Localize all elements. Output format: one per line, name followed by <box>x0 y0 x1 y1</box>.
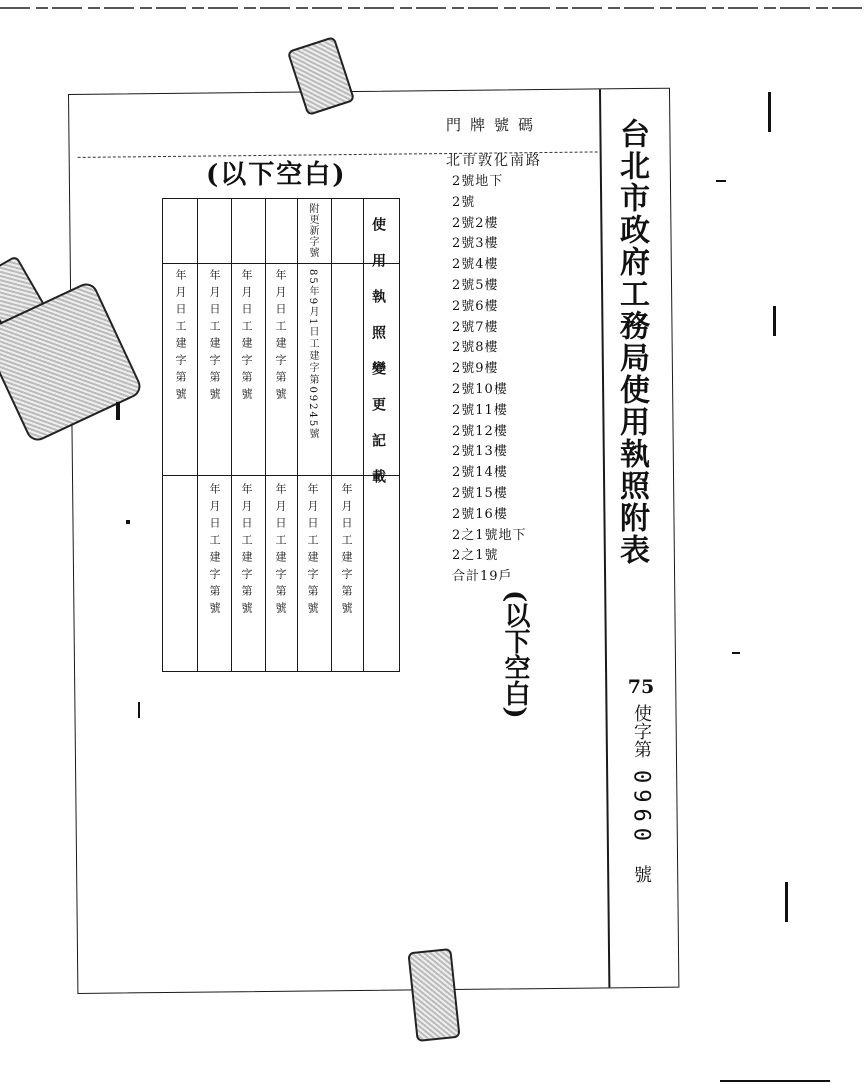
list-item: 2號4樓 <box>452 257 499 273</box>
form-title: 台北市政府工務局使用執照附表 <box>614 118 649 566</box>
table-cell: 年月日工建字第號 <box>340 483 353 619</box>
edge-mark <box>732 652 740 654</box>
change-record-table <box>162 198 400 672</box>
list-item: 2號5樓 <box>452 277 499 293</box>
edge-mark <box>773 306 776 336</box>
edge-mark <box>785 882 788 922</box>
edge-mark <box>138 702 140 718</box>
list-item: 2號11樓 <box>452 402 508 418</box>
list-item: 2號10樓 <box>452 381 508 397</box>
table-cell: 附更新字號 <box>307 203 318 258</box>
address-street: 北市敦化南路 <box>446 153 542 169</box>
table-cell: 85年9月1日工建字第09245號 <box>307 269 318 441</box>
list-item: 2號12樓 <box>452 423 508 439</box>
address-list <box>452 172 527 588</box>
table-cell: 年月日工建字第號 <box>174 269 187 405</box>
seal-stamp-bottom <box>407 948 460 1042</box>
permit-suffix: 號 <box>631 864 652 883</box>
scan-top-edge <box>0 0 864 10</box>
edge-mark <box>126 520 130 524</box>
table-header: 使用執照變更記載 <box>370 217 386 505</box>
blank-note-vertical: (以下空白) <box>500 590 530 719</box>
address-header: 門牌號碼 <box>446 116 543 134</box>
table-cell: 年月日工建字第號 <box>274 269 287 405</box>
edge-mark <box>720 1080 830 1082</box>
list-item: 2號16樓 <box>452 506 508 522</box>
edge-mark <box>116 402 120 420</box>
list-item: 2號14樓 <box>452 465 508 481</box>
table-cell: 年月日工建字第號 <box>208 483 221 619</box>
list-item: 2號6樓 <box>452 298 499 314</box>
table-cell: 年月日工建字第號 <box>208 269 221 405</box>
blank-note-horizontal: (以下空白) <box>206 160 347 190</box>
table-cell: 年月日工建字第號 <box>274 483 287 619</box>
list-item: 2號2樓 <box>452 215 499 231</box>
table-cell: 年月日工建字第號 <box>240 269 253 405</box>
permit-number-block <box>626 676 656 895</box>
list-item: 2號9樓 <box>452 361 499 377</box>
permit-number: 0960 <box>628 770 654 847</box>
edge-mark <box>768 92 771 132</box>
permit-year: 75 <box>627 676 655 698</box>
table-cell: 年月日工建字第號 <box>240 483 253 619</box>
list-item: 2之1號 <box>452 548 499 564</box>
list-item: 2號地下 <box>452 174 504 189</box>
list-item: 2號15樓 <box>452 485 508 501</box>
list-item: 2號7樓 <box>452 319 499 335</box>
list-item: 2號8樓 <box>452 340 499 356</box>
address-total: 合計19戶 <box>452 569 513 585</box>
permit-word: 使字第 <box>631 704 652 758</box>
list-item: 2號3樓 <box>452 236 499 252</box>
table-cell: 年月日工建字第號 <box>306 483 319 619</box>
list-item: 2號 <box>452 194 476 210</box>
list-item: 2號13樓 <box>452 444 508 460</box>
list-item: 2之1號地下 <box>452 527 527 543</box>
edge-mark <box>716 180 726 182</box>
